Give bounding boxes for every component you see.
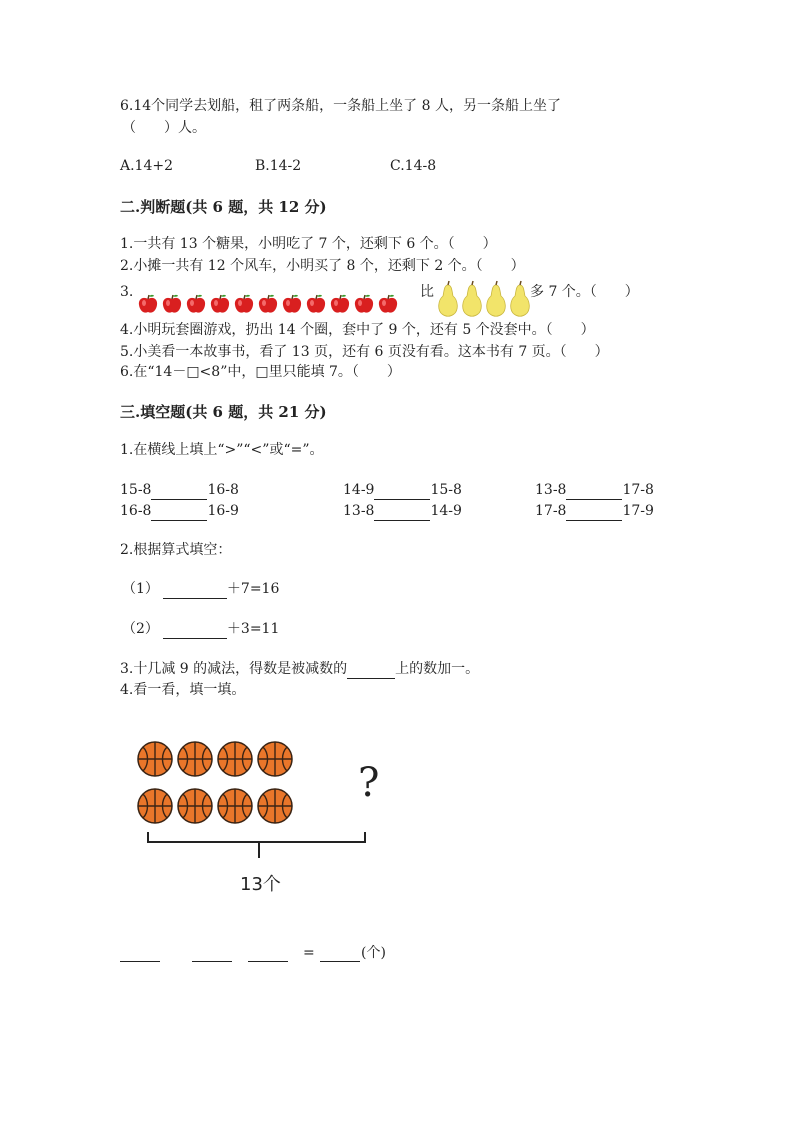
apple-icon <box>233 293 255 315</box>
q6-line1: 6.14个同学去划船，租了两条船，一条船上坐了 8 人，另一条船上坐了 <box>120 98 561 114</box>
compare-right: 16-9 <box>207 503 239 519</box>
compare-right: 16-8 <box>207 482 239 498</box>
equation-blank-1[interactable] <box>120 947 160 962</box>
compare-left: 16-8 <box>120 503 152 519</box>
apple-icon <box>353 293 375 315</box>
compare-blank[interactable] <box>151 485 207 500</box>
compare-left: 14-9 <box>343 482 375 498</box>
item-expr: ＋3=11 <box>226 621 280 637</box>
q3-pre: 3.十几减 9 的减法，得数是被减数的 <box>120 661 348 677</box>
total-label: 13个 <box>240 874 281 895</box>
compare-blank[interactable] <box>374 485 430 500</box>
apple-icon <box>281 293 303 315</box>
judge-item-3-num: 3. <box>120 284 134 300</box>
compare-blank[interactable] <box>566 506 622 521</box>
item-expr: ＋7=16 <box>226 581 280 597</box>
compare-blank[interactable] <box>374 506 430 521</box>
fill-q4-prompt: 4.看一看，填一填。 <box>120 682 246 698</box>
compare-item-2 <box>343 480 462 500</box>
unit-label: (个) <box>361 945 386 961</box>
equation-answer-blank[interactable] <box>320 947 360 962</box>
pear-icon <box>460 280 484 318</box>
pear-icon <box>508 280 532 318</box>
compare-blank[interactable] <box>566 485 622 500</box>
basketball-row-top <box>137 741 293 777</box>
compare-right: 14-9 <box>430 503 462 519</box>
apple-icon <box>377 293 399 315</box>
fill-q2-item-1 <box>122 579 279 599</box>
judge-item-5: 5.小美看一本故事书，看了 13 页，还有 6 页没有看。这本书有 7 页。（ ） <box>120 344 609 360</box>
compare-left: 15-8 <box>120 482 152 498</box>
apple-icon <box>305 293 327 315</box>
compare-item-1 <box>120 480 239 500</box>
section2-heading: 二.判断题(共 6 题，共 12 分) <box>120 198 327 216</box>
answer-blank[interactable] <box>163 624 227 639</box>
question-mark: ? <box>358 760 380 806</box>
fill-q3 <box>120 659 479 679</box>
apple-group <box>137 293 399 315</box>
pear-group <box>436 280 532 318</box>
basketball-icon <box>257 788 293 824</box>
equation-blank-2[interactable] <box>192 947 232 962</box>
compare-item-5 <box>343 501 462 521</box>
compare-right: 17-8 <box>622 482 654 498</box>
pear-icon <box>436 280 460 318</box>
q6-option-a: A.14+2 <box>120 158 174 174</box>
q6-option-b: B.14-2 <box>255 158 302 174</box>
basketball-icon <box>137 741 173 777</box>
compare-left: 13-8 <box>535 482 567 498</box>
q6-line2: （ ）人。 <box>122 120 206 136</box>
q6-option-c: C.14-8 <box>390 158 437 174</box>
fill-q1-prompt: 1.在横线上填上“>”“<”或“=”。 <box>120 442 324 458</box>
basketball-icon <box>257 741 293 777</box>
basketball-icon <box>217 741 253 777</box>
answer-blank[interactable] <box>347 664 395 679</box>
item-label: （1） <box>122 581 159 597</box>
compare-left: 13-8 <box>343 503 375 519</box>
judge-item-1: 1.一共有 13 个糖果，小明吃了 7 个，还剩下 6 个。（ ） <box>120 236 497 252</box>
compare-left: 17-8 <box>535 503 567 519</box>
judge-item-2: 2.小摊一共有 12 个风车，小明买了 8 个，还剩下 2 个。（ ） <box>120 258 525 274</box>
compare-right: 15-8 <box>430 482 462 498</box>
fill-q2-item-2 <box>122 619 279 639</box>
section3-heading: 三.填空题(共 6 题，共 21 分) <box>120 403 327 421</box>
judge-item-4: 4.小明玩套圈游戏，扔出 14 个圈，套中了 9 个，还有 5 个没套中。（ ） <box>120 322 595 338</box>
apple-icon <box>161 293 183 315</box>
judge-item-3-compare: 比 <box>420 284 434 300</box>
compare-right: 17-9 <box>622 503 654 519</box>
q3-post: 上的数加一。 <box>395 661 480 677</box>
compare-item-6 <box>535 501 654 521</box>
answer-blank[interactable] <box>163 584 227 599</box>
apple-icon <box>209 293 231 315</box>
compare-item-4 <box>120 501 239 521</box>
pear-icon <box>484 280 508 318</box>
equation-blank-3[interactable] <box>248 947 288 962</box>
basketball-icon <box>137 788 173 824</box>
compare-blank[interactable] <box>151 506 207 521</box>
equals-sign: = <box>303 945 315 961</box>
basketball-row-bottom <box>137 788 293 824</box>
apple-icon <box>329 293 351 315</box>
item-label: （2） <box>122 621 159 637</box>
judge-item-6: 6.在“14－□<8”中，□里只能填 7。（ ） <box>120 364 401 380</box>
basketball-icon <box>217 788 253 824</box>
basketball-icon <box>177 741 213 777</box>
fill-q2-prompt: 2.根据算式填空： <box>120 542 232 558</box>
judge-item-3-tail: 多 7 个。（ ） <box>530 284 639 300</box>
apple-icon <box>137 293 159 315</box>
basketball-icon <box>177 788 213 824</box>
apple-icon <box>257 293 279 315</box>
compare-item-3 <box>535 480 654 500</box>
brace-bracket <box>140 832 380 862</box>
apple-icon <box>185 293 207 315</box>
